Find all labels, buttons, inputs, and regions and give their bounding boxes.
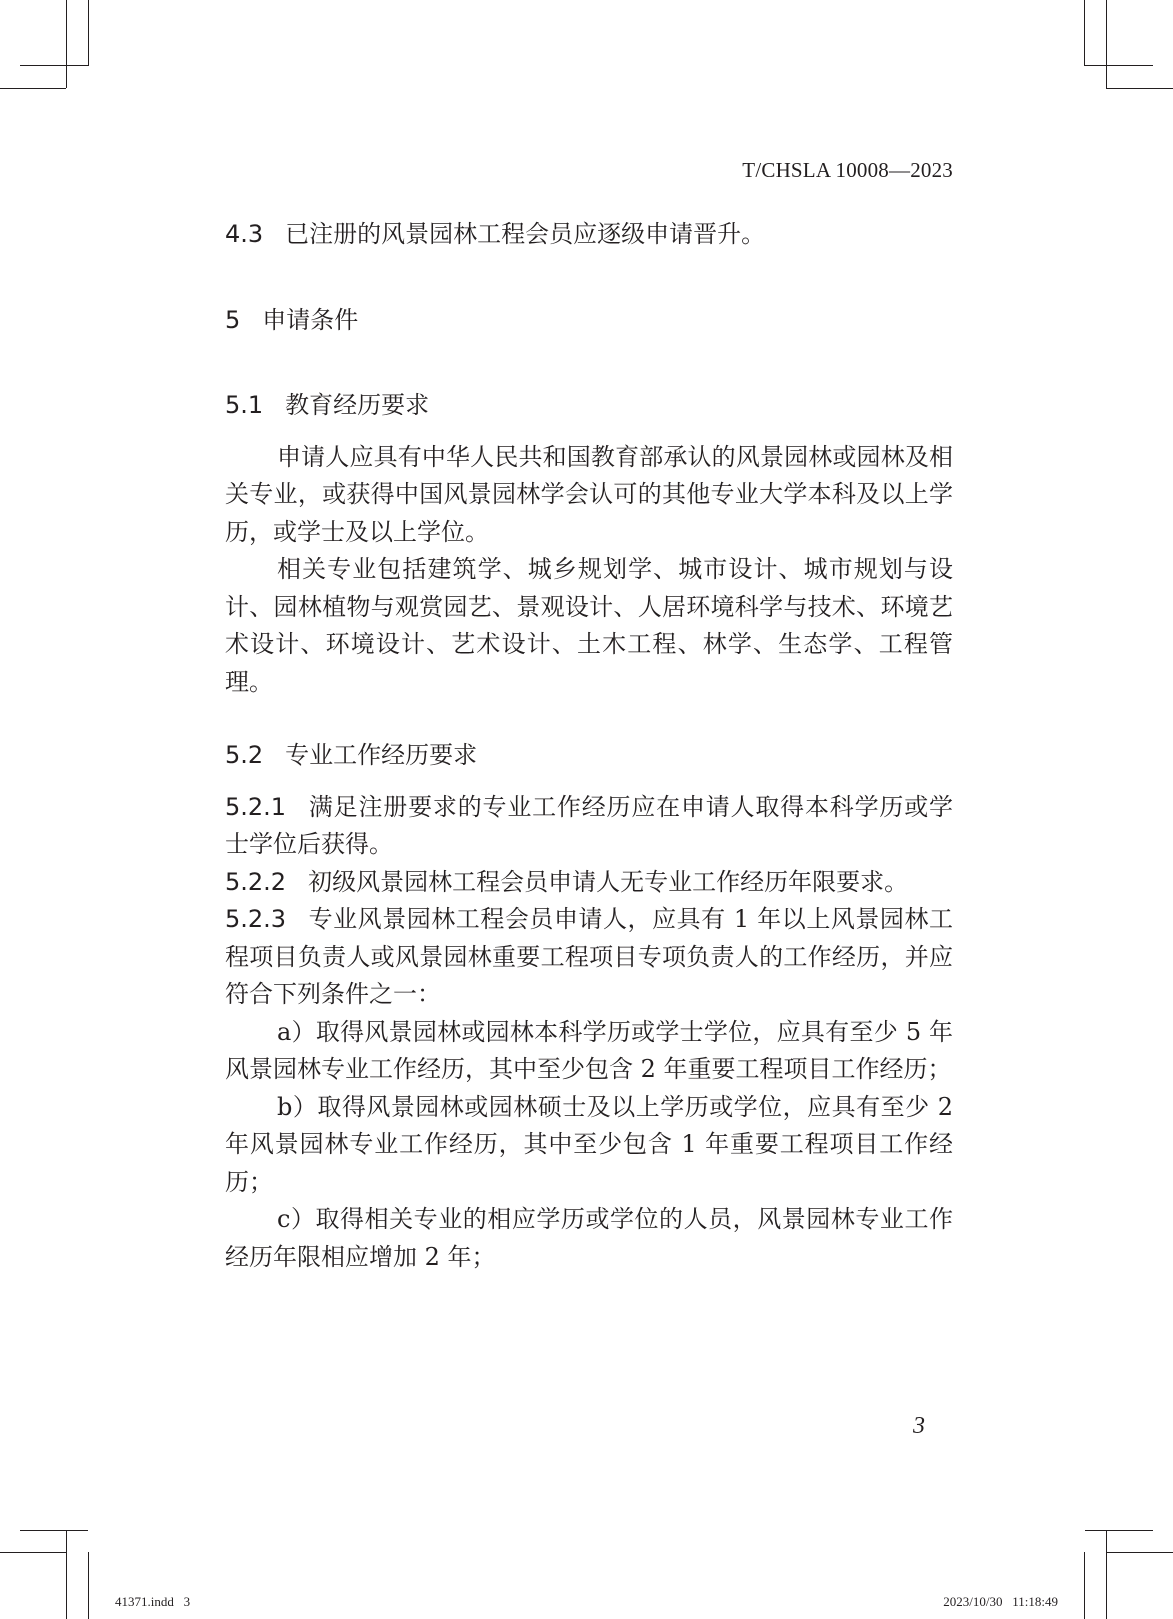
clause-number: 5.2.3 — [225, 905, 287, 933]
section-number: 5 — [225, 305, 241, 334]
clause-4-3 — [225, 216, 953, 254]
clause-5-1-heading — [225, 387, 953, 425]
page-number: 3 — [913, 1413, 925, 1439]
clause-number: 4.3 — [225, 220, 264, 248]
clause-title: 专业工作经历要求 — [285, 741, 478, 769]
clause-text: 初级风景园林工程会员申请人无专业工作经历年限要求。 — [308, 867, 909, 896]
crop-mark — [20, 65, 88, 66]
clause-number: 5.1 — [225, 391, 264, 419]
paragraph: 相关专业包括建筑学、城乡规划学、城市设计、城市规划与设计、园林植物与观赏园艺、景观设计、人居环境科学与技术、环境艺术设计、环境设计、艺术设计、土木工程、林学、生态学、工程管理。 — [225, 555, 953, 696]
crop-mark — [1085, 1530, 1153, 1531]
crop-mark — [1084, 1552, 1085, 1619]
page-body — [225, 216, 953, 1276]
crop-mark — [88, 1552, 89, 1619]
paragraph: 申请人应具有中华人民共和国教育部承认的风景园林或园林及相关专业，或获得中国风景园林学会认可的其他专业大学本科及以上学历，或学士及以上学位。 — [225, 442, 953, 546]
clause-number: 5.2.1 — [225, 792, 287, 821]
crop-mark — [1085, 65, 1153, 66]
crop-mark — [1106, 0, 1107, 88]
clause-5-2-1 — [225, 789, 953, 864]
clause-5-2-3 — [225, 901, 953, 1014]
crop-mark — [88, 0, 89, 66]
clause-number: 5.2.2 — [225, 867, 287, 896]
crop-mark — [1084, 0, 1085, 66]
crop-mark — [20, 1530, 88, 1531]
clause-text: 已注册的风景园林工程会员应逐级申请晋升。 — [285, 220, 766, 248]
list-item-a: a）取得风景园林或园林本科学历或学士学位，应具有至少 5 年风景园林专业工作经历，其中至少包含 2 年重要工程项目工作经历； — [225, 1017, 953, 1083]
section-5-heading — [225, 302, 953, 340]
crop-mark — [0, 88, 66, 89]
clause-5-2-2 — [225, 864, 953, 902]
clause-text: 满足注册要求的专业工作经历应在申请人取得本科学历或学士学位后获得。 — [225, 792, 953, 858]
crop-mark — [1106, 1552, 1173, 1553]
standard-code: T/CHSLA 10008—2023 — [742, 158, 953, 182]
clause-text: 专业风景园林工程会员申请人，应具有 1 年以上风景园林工程项目负责人或风景园林重要工程项目专项负责人的工作经历，并应符合下列条件之一： — [225, 905, 953, 1008]
crop-mark — [1106, 1530, 1107, 1619]
clause-number: 5.2 — [225, 741, 264, 769]
clause-title: 教育经历要求 — [285, 391, 430, 419]
crop-mark — [1106, 88, 1173, 89]
section-title: 申请条件 — [262, 305, 359, 334]
list-item-c: c）取得相关专业的相应学历或学位的人员，风景园林专业工作经历年限相应增加 2 年； — [225, 1205, 953, 1271]
print-timestamp: 2023/10/30 11:18:49 — [943, 1594, 1058, 1609]
crop-mark — [0, 1552, 66, 1553]
file-slug: 41371.indd 3 — [115, 1594, 191, 1609]
list-item-b: b）取得风景园林或园林硕士及以上学历或学位，应具有至少 2 年风景园林专业工作经历，其中至少包含 1 年重要工程项目工作经历； — [225, 1092, 953, 1196]
crop-mark — [66, 1530, 67, 1619]
clause-5-2-heading — [225, 737, 953, 775]
crop-mark — [66, 0, 67, 88]
